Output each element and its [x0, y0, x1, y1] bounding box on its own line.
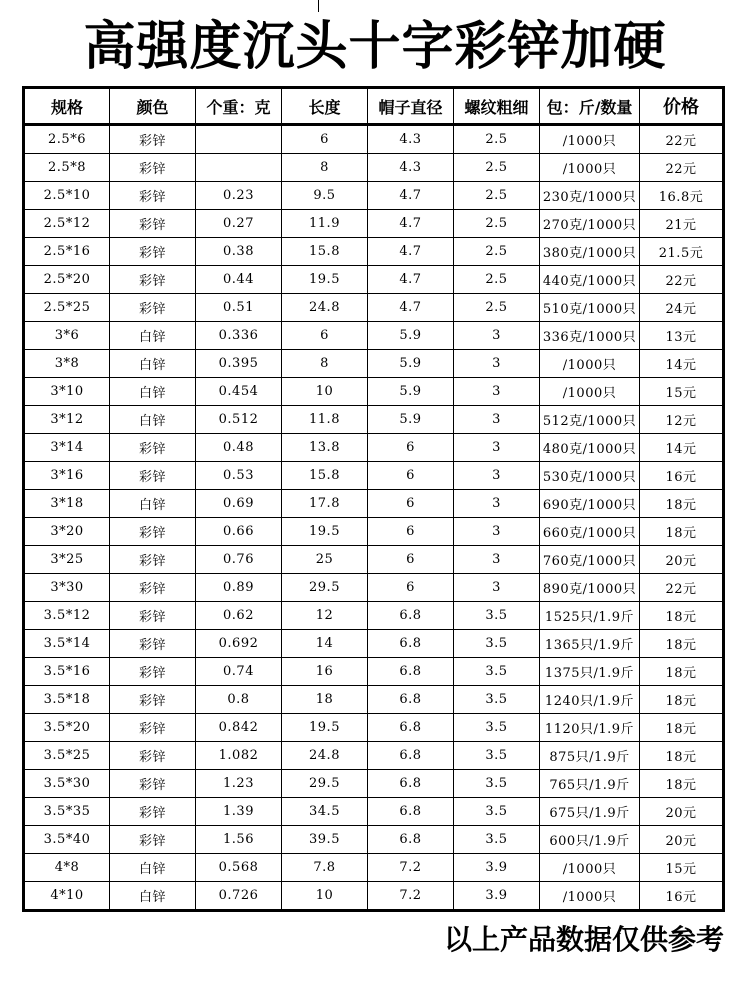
- cell-unit-weight: 1.082: [196, 742, 282, 770]
- cell-length: 6: [282, 322, 368, 350]
- spec-table: [22, 86, 725, 912]
- cell-head-diameter: 6.8: [368, 658, 454, 686]
- cell-color: 彩锌: [110, 686, 196, 714]
- cell-price: 15元: [640, 854, 724, 882]
- cell-unit-weight: 0.48: [196, 434, 282, 462]
- cell-spec: 3*8: [24, 350, 110, 378]
- cell-unit-weight: 0.66: [196, 518, 282, 546]
- cell-package: 875只/1.9斤: [540, 742, 640, 770]
- cell-color: 白锌: [110, 378, 196, 406]
- cell-head-diameter: 6.8: [368, 770, 454, 798]
- cell-package: 1240只/1.9斤: [540, 686, 640, 714]
- table-row: [24, 434, 724, 462]
- cell-color: 彩锌: [110, 798, 196, 826]
- cell-package: 675只/1.9斤: [540, 798, 640, 826]
- cell-unit-weight: 0.62: [196, 602, 282, 630]
- cell-price: 20元: [640, 826, 724, 854]
- cell-spec: 3.5*40: [24, 826, 110, 854]
- cell-spec: 3*18: [24, 490, 110, 518]
- cell-package: 230克/1000只: [540, 182, 640, 210]
- cell-package: 510克/1000只: [540, 294, 640, 322]
- cell-price: 22元: [640, 266, 724, 294]
- cell-length: 18: [282, 686, 368, 714]
- cell-package: 380克/1000只: [540, 238, 640, 266]
- cell-spec: 3*25: [24, 546, 110, 574]
- table-row: [24, 714, 724, 742]
- cell-unit-weight: 0.568: [196, 854, 282, 882]
- cell-price: 18元: [640, 770, 724, 798]
- cell-spec: 3*6: [24, 322, 110, 350]
- cell-package: /1000只: [540, 378, 640, 406]
- cell-price: 24元: [640, 294, 724, 322]
- cell-unit-weight: [196, 154, 282, 182]
- cell-length: 14: [282, 630, 368, 658]
- cell-length: 15.8: [282, 462, 368, 490]
- header-thread-size: 螺纹粗细: [454, 88, 540, 125]
- cell-price: 18元: [640, 630, 724, 658]
- cell-unit-weight: 0.74: [196, 658, 282, 686]
- cell-package: /1000只: [540, 854, 640, 882]
- cell-price: 18元: [640, 518, 724, 546]
- cell-length: 8: [282, 350, 368, 378]
- cell-head-diameter: 6: [368, 434, 454, 462]
- cell-spec: 2.5*6: [24, 125, 110, 154]
- cell-package: /1000只: [540, 125, 640, 154]
- cell-thread-size: 3.5: [454, 714, 540, 742]
- cell-thread-size: 3.5: [454, 630, 540, 658]
- cell-color: 彩锌: [110, 154, 196, 182]
- cell-thread-size: 3: [454, 518, 540, 546]
- cell-unit-weight: 0.395: [196, 350, 282, 378]
- table-row: [24, 658, 724, 686]
- cell-package: 512克/1000只: [540, 406, 640, 434]
- cell-spec: 3.5*16: [24, 658, 110, 686]
- cell-thread-size: 3: [454, 350, 540, 378]
- cell-thread-size: 2.5: [454, 125, 540, 154]
- cell-unit-weight: 0.692: [196, 630, 282, 658]
- table-header-row: [24, 88, 724, 125]
- cell-thread-size: 3: [454, 490, 540, 518]
- cell-color: 彩锌: [110, 238, 196, 266]
- cell-thread-size: 3.5: [454, 826, 540, 854]
- cell-package: 1525只/1.9斤: [540, 602, 640, 630]
- cell-package: 270克/1000只: [540, 210, 640, 238]
- cell-unit-weight: 0.89: [196, 574, 282, 602]
- cell-spec: 2.5*16: [24, 238, 110, 266]
- cell-length: 10: [282, 378, 368, 406]
- cell-spec: 2.5*25: [24, 294, 110, 322]
- cell-length: 13.8: [282, 434, 368, 462]
- table-row: [24, 602, 724, 630]
- cell-head-diameter: 7.2: [368, 854, 454, 882]
- cell-head-diameter: 4.7: [368, 238, 454, 266]
- cell-head-diameter: 6.8: [368, 714, 454, 742]
- cell-package: 765只/1.9斤: [540, 770, 640, 798]
- cell-head-diameter: 5.9: [368, 406, 454, 434]
- table-row: [24, 686, 724, 714]
- cell-price: 22元: [640, 125, 724, 154]
- cell-spec: 3.5*20: [24, 714, 110, 742]
- cell-color: 彩锌: [110, 602, 196, 630]
- cell-head-diameter: 6.8: [368, 686, 454, 714]
- cell-spec: 4*10: [24, 882, 110, 911]
- table-row: [24, 238, 724, 266]
- table-row: [24, 406, 724, 434]
- cell-color: 彩锌: [110, 826, 196, 854]
- cell-unit-weight: 1.56: [196, 826, 282, 854]
- cell-thread-size: 2.5: [454, 154, 540, 182]
- cell-spec: 3.5*35: [24, 798, 110, 826]
- cell-color: 彩锌: [110, 658, 196, 686]
- cell-price: 18元: [640, 714, 724, 742]
- cell-length: 16: [282, 658, 368, 686]
- cell-head-diameter: 6.8: [368, 826, 454, 854]
- cell-price: 18元: [640, 602, 724, 630]
- cell-package: 1375只/1.9斤: [540, 658, 640, 686]
- cell-spec: 3.5*30: [24, 770, 110, 798]
- cell-color: 彩锌: [110, 770, 196, 798]
- cell-length: 29.5: [282, 770, 368, 798]
- cell-length: 24.8: [282, 742, 368, 770]
- cell-head-diameter: 4.3: [368, 125, 454, 154]
- cell-package: 440克/1000只: [540, 266, 640, 294]
- cell-package: 890克/1000只: [540, 574, 640, 602]
- cell-spec: 3*14: [24, 434, 110, 462]
- cell-length: 9.5: [282, 182, 368, 210]
- cell-spec: 3*10: [24, 378, 110, 406]
- cell-thread-size: 2.5: [454, 210, 540, 238]
- cell-unit-weight: 0.44: [196, 266, 282, 294]
- table-row: [24, 462, 724, 490]
- cell-unit-weight: 1.39: [196, 798, 282, 826]
- cell-thread-size: 3: [454, 322, 540, 350]
- cell-package: 1365只/1.9斤: [540, 630, 640, 658]
- cell-unit-weight: 0.8: [196, 686, 282, 714]
- cell-length: 8: [282, 154, 368, 182]
- cell-package: 1120只/1.9斤: [540, 714, 640, 742]
- cell-spec: 3.5*25: [24, 742, 110, 770]
- table-row: [24, 630, 724, 658]
- cell-thread-size: 3.5: [454, 602, 540, 630]
- cell-length: 39.5: [282, 826, 368, 854]
- cell-price: 18元: [640, 658, 724, 686]
- cell-head-diameter: 4.3: [368, 154, 454, 182]
- table-row: [24, 546, 724, 574]
- cell-head-diameter: 4.7: [368, 182, 454, 210]
- table-row: [24, 490, 724, 518]
- table-row: [24, 322, 724, 350]
- cell-price: 18元: [640, 686, 724, 714]
- cell-unit-weight: 1.23: [196, 770, 282, 798]
- cell-thread-size: 3: [454, 406, 540, 434]
- cell-price: 12元: [640, 406, 724, 434]
- cell-spec: 2.5*20: [24, 266, 110, 294]
- disclaimer-footer: 以上产品数据仅供参考: [443, 923, 724, 956]
- table-row: [24, 518, 724, 546]
- cell-color: 彩锌: [110, 294, 196, 322]
- cell-package: 336克/1000只: [540, 322, 640, 350]
- cell-thread-size: 3.5: [454, 742, 540, 770]
- cell-thread-size: 2.5: [454, 266, 540, 294]
- cell-unit-weight: [196, 125, 282, 154]
- cell-price: 22元: [640, 154, 724, 182]
- cell-color: 白锌: [110, 322, 196, 350]
- cell-spec: 3.5*18: [24, 686, 110, 714]
- cell-package: 660克/1000只: [540, 518, 640, 546]
- cell-price: 18元: [640, 742, 724, 770]
- cell-unit-weight: 0.842: [196, 714, 282, 742]
- cell-unit-weight: 0.27: [196, 210, 282, 238]
- cell-color: 白锌: [110, 406, 196, 434]
- cell-spec: 3*30: [24, 574, 110, 602]
- cell-unit-weight: 0.76: [196, 546, 282, 574]
- cell-head-diameter: 5.9: [368, 350, 454, 378]
- cell-price: 16元: [640, 882, 724, 911]
- cell-length: 19.5: [282, 714, 368, 742]
- cell-length: 7.8: [282, 854, 368, 882]
- cell-length: 6: [282, 125, 368, 154]
- cell-spec: 2.5*10: [24, 182, 110, 210]
- cell-length: 11.8: [282, 406, 368, 434]
- cell-length: 24.8: [282, 294, 368, 322]
- cell-price: 20元: [640, 798, 724, 826]
- cell-price: 13元: [640, 322, 724, 350]
- cell-thread-size: 3: [454, 546, 540, 574]
- cell-color: 彩锌: [110, 518, 196, 546]
- table-row: [24, 574, 724, 602]
- header-price: 价格: [640, 88, 724, 125]
- cell-head-diameter: 7.2: [368, 882, 454, 911]
- cell-spec: 3*12: [24, 406, 110, 434]
- cell-spec: 3.5*14: [24, 630, 110, 658]
- cell-unit-weight: 0.51: [196, 294, 282, 322]
- cell-head-diameter: 5.9: [368, 378, 454, 406]
- cell-thread-size: 3: [454, 462, 540, 490]
- table-row: [24, 826, 724, 854]
- table-row: [24, 182, 724, 210]
- cell-head-diameter: 6: [368, 518, 454, 546]
- cell-spec: 3*16: [24, 462, 110, 490]
- cell-length: 17.8: [282, 490, 368, 518]
- table-row: [24, 882, 724, 911]
- header-length: 长度: [282, 88, 368, 125]
- cell-color: 彩锌: [110, 630, 196, 658]
- cell-package: 480克/1000只: [540, 434, 640, 462]
- table-row: [24, 294, 724, 322]
- cell-color: 彩锌: [110, 125, 196, 154]
- cell-length: 11.9: [282, 210, 368, 238]
- cell-package: /1000只: [540, 350, 640, 378]
- cell-price: 16元: [640, 462, 724, 490]
- cell-head-diameter: 6: [368, 462, 454, 490]
- cell-length: 15.8: [282, 238, 368, 266]
- cell-head-diameter: 4.7: [368, 266, 454, 294]
- table-row: [24, 210, 724, 238]
- cell-thread-size: 2.5: [454, 238, 540, 266]
- page-title: 高强度沉头十字彩锌加硬: [83, 17, 667, 77]
- cell-thread-size: 2.5: [454, 294, 540, 322]
- cell-length: 19.5: [282, 518, 368, 546]
- cell-spec: 2.5*12: [24, 210, 110, 238]
- cell-package: 600只/1.9斤: [540, 826, 640, 854]
- cell-price: 20元: [640, 546, 724, 574]
- cell-unit-weight: 0.38: [196, 238, 282, 266]
- cell-thread-size: 3.5: [454, 798, 540, 826]
- cell-head-diameter: 6: [368, 490, 454, 518]
- cell-color: 白锌: [110, 882, 196, 911]
- cell-package: 690克/1000只: [540, 490, 640, 518]
- cell-color: 彩锌: [110, 714, 196, 742]
- table-row: [24, 125, 724, 154]
- table-row: [24, 266, 724, 294]
- cell-color: 白锌: [110, 350, 196, 378]
- cell-color: 彩锌: [110, 574, 196, 602]
- cell-head-diameter: 4.7: [368, 294, 454, 322]
- header-head-diameter: 帽子直径: [368, 88, 454, 125]
- cell-thread-size: 3.9: [454, 854, 540, 882]
- cell-color: 白锌: [110, 490, 196, 518]
- table-row: [24, 350, 724, 378]
- cell-color: 彩锌: [110, 742, 196, 770]
- cell-price: 21元: [640, 210, 724, 238]
- cell-price: 14元: [640, 350, 724, 378]
- table-row: [24, 798, 724, 826]
- cell-length: 12: [282, 602, 368, 630]
- cell-head-diameter: 6.8: [368, 630, 454, 658]
- header-unit-weight: 个重：克: [196, 88, 282, 125]
- cell-head-diameter: 6: [368, 546, 454, 574]
- cell-length: 19.5: [282, 266, 368, 294]
- cell-package: 530克/1000只: [540, 462, 640, 490]
- cell-package: /1000只: [540, 154, 640, 182]
- cell-color: 白锌: [110, 854, 196, 882]
- table-body: [24, 125, 724, 911]
- cell-color: 彩锌: [110, 210, 196, 238]
- cell-thread-size: 3.9: [454, 882, 540, 911]
- cell-head-diameter: 6.8: [368, 798, 454, 826]
- cell-color: 彩锌: [110, 182, 196, 210]
- cell-unit-weight: 0.512: [196, 406, 282, 434]
- cell-head-diameter: 5.9: [368, 322, 454, 350]
- cell-unit-weight: 0.336: [196, 322, 282, 350]
- cell-unit-weight: 0.69: [196, 490, 282, 518]
- cell-thread-size: 3.5: [454, 658, 540, 686]
- cell-spec: 3.5*12: [24, 602, 110, 630]
- table-row: [24, 154, 724, 182]
- cell-color: 彩锌: [110, 266, 196, 294]
- cell-spec: 2.5*8: [24, 154, 110, 182]
- cell-thread-size: 3.5: [454, 770, 540, 798]
- table-row: [24, 378, 724, 406]
- cell-price: 15元: [640, 378, 724, 406]
- cell-length: 34.5: [282, 798, 368, 826]
- cell-price: 22元: [640, 574, 724, 602]
- header-color: 颜色: [110, 88, 196, 125]
- cell-price: 21.5元: [640, 238, 724, 266]
- cell-thread-size: 3: [454, 434, 540, 462]
- header-package: 包：斤/数量: [540, 88, 640, 125]
- table-row: [24, 742, 724, 770]
- cell-length: 25: [282, 546, 368, 574]
- cell-length: 29.5: [282, 574, 368, 602]
- cell-package: 760克/1000只: [540, 546, 640, 574]
- cell-color: 彩锌: [110, 546, 196, 574]
- cell-unit-weight: 0.23: [196, 182, 282, 210]
- cell-price: 18元: [640, 490, 724, 518]
- table-row: [24, 854, 724, 882]
- cell-thread-size: 3.5: [454, 686, 540, 714]
- cell-head-diameter: 6: [368, 574, 454, 602]
- cell-thread-size: 3: [454, 574, 540, 602]
- table-row: [24, 770, 724, 798]
- cell-length: 10: [282, 882, 368, 911]
- cell-package: /1000只: [540, 882, 640, 911]
- header-spec: 规格: [24, 88, 110, 125]
- top-divider-tick: [318, 0, 319, 12]
- cell-spec: 3*20: [24, 518, 110, 546]
- cell-thread-size: 3: [454, 378, 540, 406]
- cell-spec: 4*8: [24, 854, 110, 882]
- cell-head-diameter: 4.7: [368, 210, 454, 238]
- cell-color: 彩锌: [110, 434, 196, 462]
- cell-head-diameter: 6.8: [368, 602, 454, 630]
- cell-unit-weight: 0.726: [196, 882, 282, 911]
- cell-unit-weight: 0.53: [196, 462, 282, 490]
- cell-thread-size: 2.5: [454, 182, 540, 210]
- cell-unit-weight: 0.454: [196, 378, 282, 406]
- cell-color: 彩锌: [110, 462, 196, 490]
- cell-price: 16.8元: [640, 182, 724, 210]
- cell-head-diameter: 6.8: [368, 742, 454, 770]
- cell-price: 14元: [640, 434, 724, 462]
